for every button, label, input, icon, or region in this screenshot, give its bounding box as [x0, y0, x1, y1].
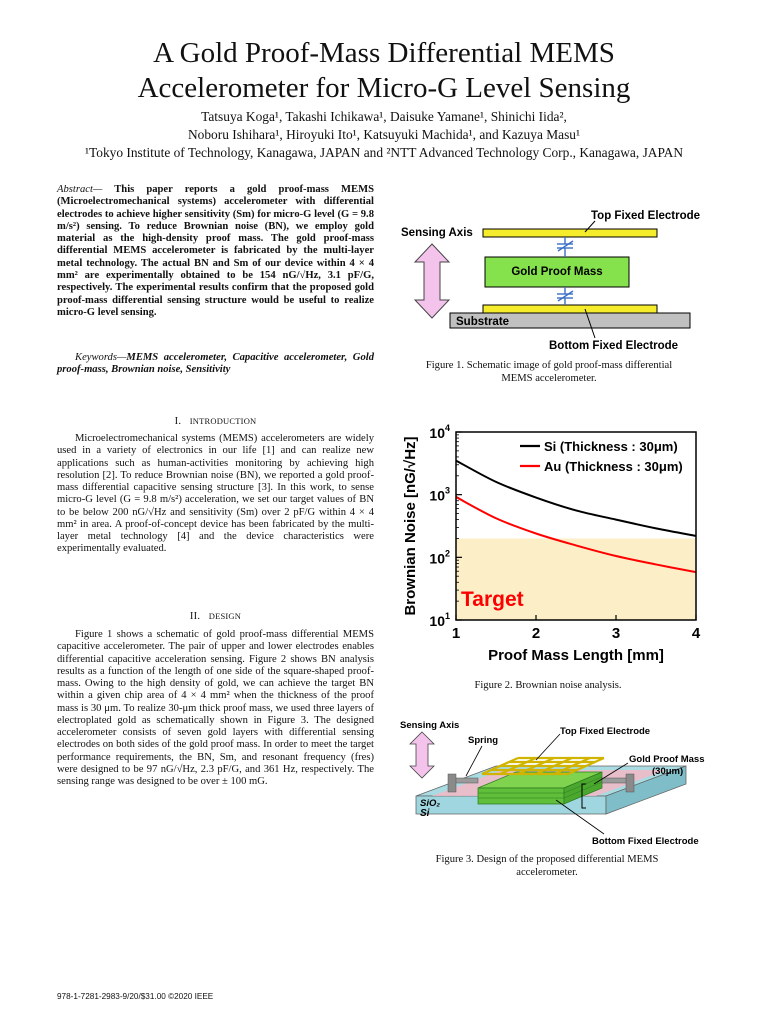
author-block — [0, 108, 768, 162]
copyright-footer: 978-1-7281-2983-9/20/$31.00 ©2020 IEEE — [57, 992, 214, 1001]
sensing-axis-arrow-icon — [415, 244, 449, 318]
label-substrate: Substrate — [456, 316, 510, 328]
label-sensing-axis: Sensing Axis — [401, 227, 473, 239]
anchor-right-icon — [626, 774, 634, 792]
y-tick-label: $10^4$ — [429, 423, 450, 441]
spring-leader — [466, 746, 482, 776]
x-tick-label: 2 — [531, 625, 541, 642]
label-sensing-axis: Sensing Axis — [400, 720, 460, 731]
label-gold-proof-mass: Gold Proof Mass — [629, 754, 705, 765]
keywords — [57, 352, 374, 377]
label-spring: Spring — [468, 735, 499, 746]
figure-1-schematic — [395, 204, 715, 354]
bottom-electrode-plate — [483, 305, 657, 313]
label-gold-proof-mass: Gold Proof Mass — [511, 266, 603, 278]
label-bottom-fixed-electrode: Bottom Fixed Electrode — [549, 340, 679, 352]
label-bottom-fixed-electrode: Bottom Fixed Electrode — [592, 836, 699, 847]
y-axis-label: Brownian Noise [nG/√Hz] — [402, 436, 419, 616]
y-tick-label: $10^2$ — [429, 548, 450, 567]
top-capacitor-icon — [557, 237, 573, 257]
bottom-capacitor-icon — [557, 287, 573, 305]
spring-left-icon — [454, 778, 478, 783]
x-tick-label: 4 — [691, 625, 701, 642]
affiliations: ¹Tokyo Institute of Technology, Kanagawa, JAPAN and ²NTT Advanced Technology Corp., Kanagawa, JAPAN — [84, 145, 684, 160]
design-paragraph: Figure 1 shows a schematic of gold proof-mass differential MEMS capacitive accelerometer. The pair of upper and lower electrodes enables differential capacitive acceleration sensing. Figure 2 shows BN analysis results as a function of the length of one side of the square-shaped proof-mass. Owing to the high density of gold, we can achieve the target BN within a given chip area of 4 × 4 mm² when the thickness of the proof mass is 30 μm. To realize 30-μm thick proof mass, we used three layers of electroplated gold as schematically shown in Figure 3. The designed accelerometer consists of seven gold layers with differential sensing electrodes on both sides of the gold proof mass. In order to meet the target performance requirements, the BN, Sm, and resonant frequency (fres) were designed to be 97 nG/√Hz, 2.3 pF/G, and 361 Hz, respectively. The sensing range was designed to be over ± 100 mG. — [57, 629, 374, 787]
abstract-label: Abstract— — [57, 184, 103, 195]
legend-entry: Si (Thickness : 30μm) — [544, 439, 678, 454]
label-thickness: (30μm) — [652, 766, 684, 777]
chart-legend — [520, 439, 683, 474]
paper-title — [0, 36, 768, 106]
top-electrode-leader — [536, 734, 560, 760]
figure-3-device-design — [396, 718, 716, 853]
abstract — [57, 184, 374, 319]
x-tick-label: 1 — [451, 625, 461, 642]
title-line-1: A Gold Proof-Mass Differential MEMS — [153, 37, 615, 69]
label-top-fixed-electrode: Top Fixed Electrode — [591, 210, 701, 222]
figure-2-caption: Figure 2. Brownian noise analysis. — [474, 680, 622, 691]
keywords-label: Keywords— — [75, 352, 127, 363]
y-tick-label: $10^1$ — [429, 611, 450, 629]
authors-line-1: Tatsuya Koga¹, Takashi Ichikawa¹, Daisuke Yamane¹, Shinichi Iida², — [201, 109, 567, 124]
label-sio2: SiO₂ — [420, 798, 440, 809]
figure-2-brownian-noise-chart — [398, 418, 708, 673]
section-heading-design: II. DESIGN — [189, 611, 242, 622]
anchor-left-icon — [448, 774, 456, 792]
y-tick-label: $10^3$ — [429, 485, 450, 504]
legend-entry: Au (Thickness : 30μm) — [544, 459, 683, 474]
top-electrode-plate — [483, 229, 657, 237]
section-heading-introduction: I. INTRODUCTION — [174, 416, 257, 427]
x-tick-label: 3 — [611, 625, 621, 642]
proof-mass-front — [478, 788, 564, 804]
title-line-2: Accelerometer for Micro-G Level Sensing — [137, 72, 631, 104]
introduction-paragraph: Microelectromechanical systems (MEMS) accelerometers are widely used in a variety of electronics in our life [1] and can realize new applications such as human-activities monitoring by achieving high resolution [2]. To reduce Brownian noise (BN), we reported a gold proof-mass differential capacitive sensing structure [3]. In this work, to sense micro-G level (G = 9.8 m/s²) acceleration, we set our target values of BN to be below 200 nG/√Hz and sensitivity (Sm) over 2 pF/G within 4 × 4 mm² in area. A proof-of-concept device has been fabricated by the multi-layer metal technology [4] and the device characteristics were experimentally evaluated. — [57, 433, 374, 555]
figure-3-caption: Figure 3. Design of the proposed differential MEMS accelerometer. — [435, 854, 659, 878]
abstract-text: This paper reports a gold proof-mass MEMS (Microelectromechanical systems) accelerometer with differential electrodes to achieve higher sensitivity (Sm) for micro-G level (G = 9.8 m/s²) sensing. To reduce Brownian noise (BN), we employ gold material as the high-density proof mass. The gold proof-mass differential MEMS accelerometer is fabricated by the multi-layer metal technology. The actual BN and Sm of our device within 4 × 4 mm² are experimentally obtained to be 154 nG/√Hz, 3.1 pF/G, respectively. The experimental results confirm that the proposed gold proof-mass differential sensing structure would be useful to realize micro-G level sensing. — [57, 184, 374, 318]
label-top-fixed-electrode: Top Fixed Electrode — [560, 726, 651, 737]
authors-line-2: Noboru Ishihara¹, Hiroyuki Ito¹, Katsuyuki Machida¹, and Kazuya Masu¹ — [187, 127, 581, 142]
spring-right-icon — [602, 778, 628, 783]
label-si: Si — [420, 808, 430, 819]
keywords-text: MEMS accelerometer, Capacitive accelerometer, Gold proof-mass, Brownian noise, Sensitivity — [57, 352, 374, 376]
figure-1-caption: Figure 1. Schematic image of gold proof-mass differential MEMS accelerometer. — [425, 360, 673, 384]
sensing-axis-arrow-icon — [410, 732, 434, 778]
target-label: Target — [461, 588, 524, 611]
x-axis-label: Proof Mass Length [mm] — [488, 647, 664, 664]
